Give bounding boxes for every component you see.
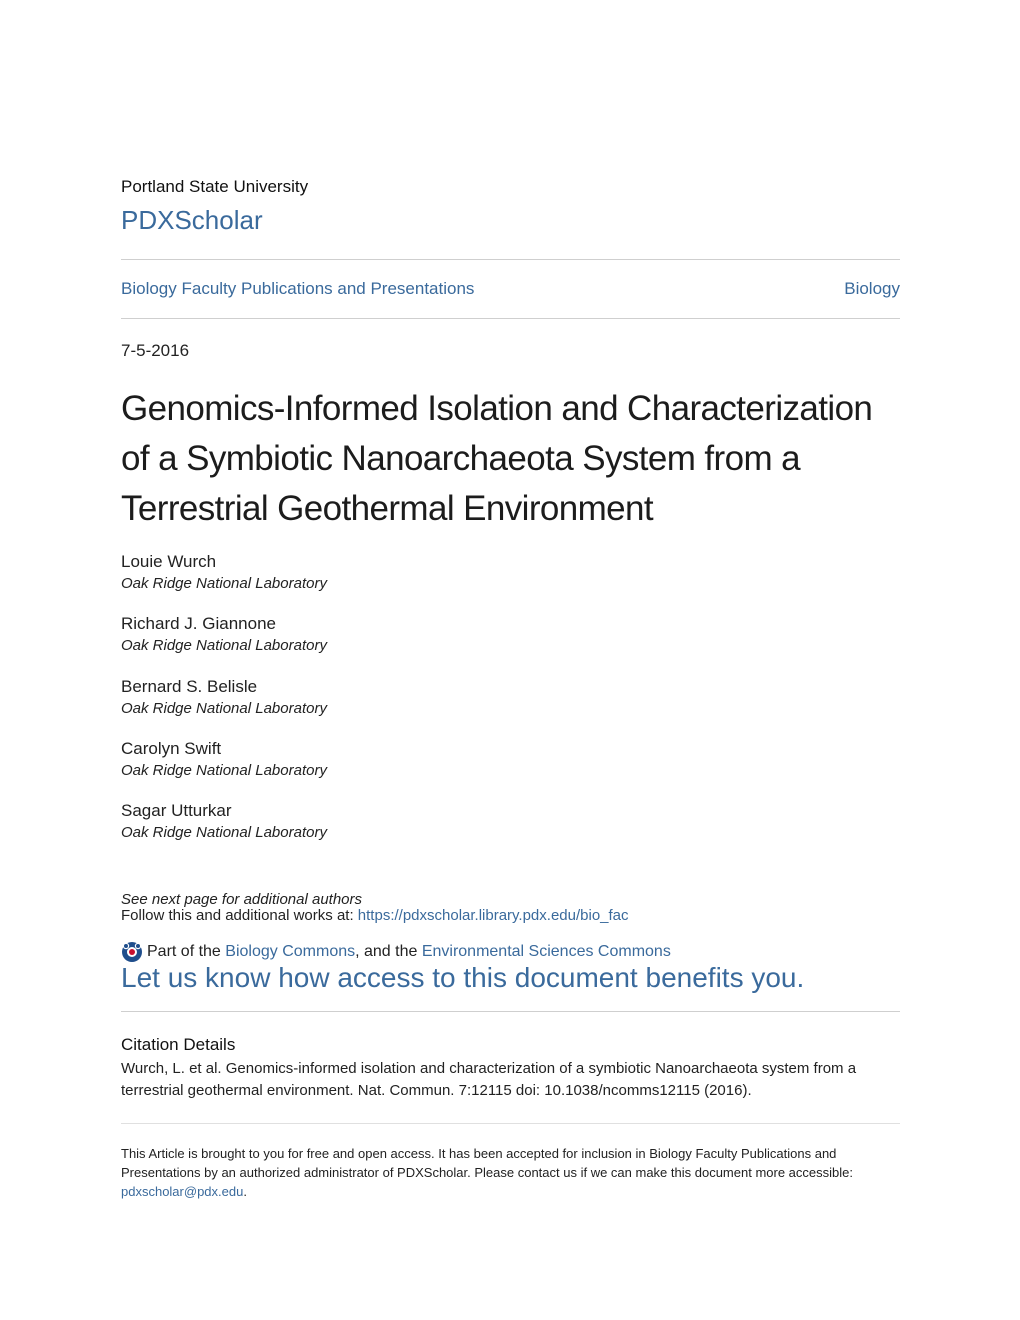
author-affiliation: Oak Ridge National Laboratory <box>121 824 327 841</box>
follow-prefix: Follow this and additional works at: <box>121 907 358 924</box>
author-name: Sagar Utturkar <box>121 801 232 820</box>
divider <box>121 259 900 260</box>
author-affiliation: Oak Ridge National Laboratory <box>121 637 327 654</box>
footer-text: This Article is brought to you for free and open access. It has been accepted for inclusion in Biology Faculty Publications and Presentations by an authorized administrator of PDXScholar. Please contact us if we can make this document more accessible: <box>121 1146 853 1180</box>
author-name: Bernard S. Belisle <box>121 677 258 696</box>
footer-note <box>121 1144 911 1201</box>
university-name: Portland State University <box>121 177 309 196</box>
author-affiliation: Oak Ridge National Laboratory <box>121 575 327 592</box>
biology-commons-link[interactable]: Biology Commons <box>225 943 356 960</box>
part-of-line <box>121 941 671 963</box>
contact-email-link[interactable]: pdxscholar@pdx.edu <box>121 1184 244 1199</box>
author-entry <box>121 677 327 717</box>
department-link[interactable]: Biology <box>844 279 900 298</box>
author-name: Richard J. Giannone <box>121 614 276 633</box>
network-commons-icon <box>121 941 143 963</box>
follow-line <box>121 907 629 924</box>
author-affiliation: Oak Ridge National Laboratory <box>121 762 327 779</box>
author-name: Louie Wurch <box>121 552 217 571</box>
feedback-link[interactable]: Let us know how access to this document benefits you. <box>121 962 805 993</box>
divider <box>121 1123 900 1124</box>
author-entry <box>121 801 327 841</box>
author-entry <box>121 614 327 654</box>
environmental-sciences-commons-link[interactable]: Environmental Sciences Commons <box>421 943 671 960</box>
citation-heading: Citation Details <box>121 1035 236 1054</box>
collection-url-link[interactable]: https://pdxscholar.library.pdx.edu/bio_fac <box>357 907 629 924</box>
author-name: Carolyn Swift <box>121 739 222 758</box>
collection-link[interactable]: Biology Faculty Publications and Presentations <box>121 279 475 298</box>
divider <box>121 1011 900 1012</box>
author-entry <box>121 739 327 779</box>
additional-authors-note: See next page for additional authors <box>121 891 363 908</box>
and-the-text: , and the <box>355 943 422 960</box>
divider <box>121 318 900 319</box>
footer-end: . <box>243 1184 247 1199</box>
part-of-prefix: Part of the <box>147 943 221 960</box>
citation-text: Wurch, L. et al. Genomics-informed isolation and characterization of a symbiotic Nanoarchaeota system from a terrestrial geothermal environment. Nat. Commun. 7:12115 doi: 10.1038/ncomms12115 (2016). <box>121 1060 857 1099</box>
author-affiliation: Oak Ridge National Laboratory <box>121 700 327 717</box>
paper-title: Genomics-Informed Isolation and Characterization of a Symbiotic Nanoarchaeota System from a Terrestrial Geothermal Environment <box>121 389 873 528</box>
author-entry <box>121 552 327 592</box>
pdxscholar-link[interactable]: PDXScholar <box>121 205 263 235</box>
publication-date: 7-5-2016 <box>121 341 190 360</box>
